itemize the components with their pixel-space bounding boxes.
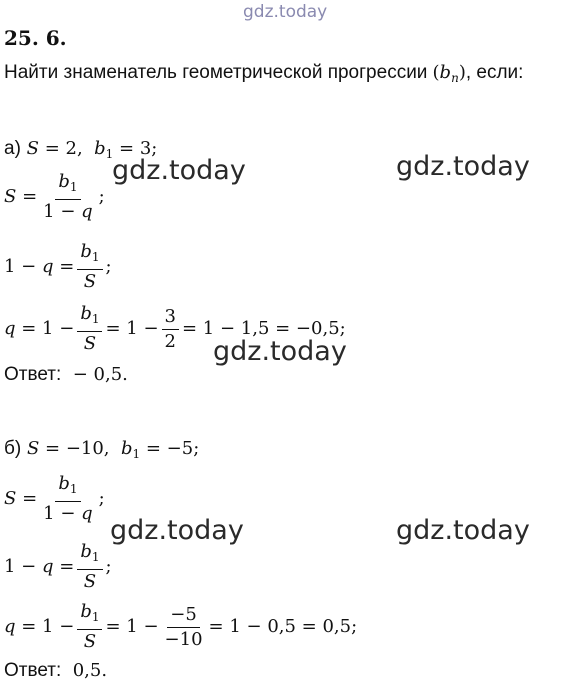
part-a-label: а): [4, 138, 21, 159]
part-b-answer-label: Ответ:: [4, 660, 62, 681]
part-a-answer: [4, 364, 128, 386]
part-b-answer-value: 0,5.: [72, 660, 108, 681]
problem-statement: [4, 62, 523, 85]
part-b-answer: [4, 660, 107, 682]
part-a-computation: q = 1 − $\frac{b_1}{S}$ = 1 − $\frac{3}{2}$ = 1 − 1,5 = −0,5;: [4, 303, 346, 354]
watermark: gdz.today: [396, 151, 530, 182]
part-b-formula-one-minus-q: 1 − q = $\frac{b_1}{S}$ ;: [4, 541, 112, 592]
sequence-symbol: $(b_n)$: [432, 62, 466, 85]
watermark-top: gdz.today: [243, 2, 328, 22]
part-a-answer-label: Ответ:: [4, 364, 62, 385]
part-b-given: б) S = −10, $b_1 = -5$;: [4, 438, 200, 461]
part-a-answer-value: − 0,5.: [72, 364, 128, 385]
watermark: gdz.today: [110, 515, 244, 546]
problem-number: 25. 6.: [4, 26, 67, 50]
part-b-label: б): [4, 438, 22, 459]
part-a-formula-one-minus-q: 1 − q = $\frac{b_1}{S}$ ;: [4, 241, 112, 292]
part-a-formula-sum: S = $\frac{b_1}{1 - q}$ ;: [4, 171, 105, 222]
watermark: gdz.today: [112, 155, 246, 186]
part-a-given: а) S = 2, $b_1 = 3$;: [4, 138, 158, 161]
part-b-formula-sum: S = $\frac{b_1}{1 - q}$ ;: [4, 473, 105, 524]
statement-tail: , если:: [465, 62, 524, 83]
statement-text: Найти знаменатель геометрической прогрессии: [4, 62, 428, 83]
part-b-computation: q = 1 − $\frac{b_1}{S}$ = 1 − $\frac{-5}{-10}$ = 1 − 0,5 = 0,5;: [4, 601, 358, 652]
watermark: gdz.today: [396, 515, 530, 546]
watermark: gdz.today: [213, 336, 347, 367]
